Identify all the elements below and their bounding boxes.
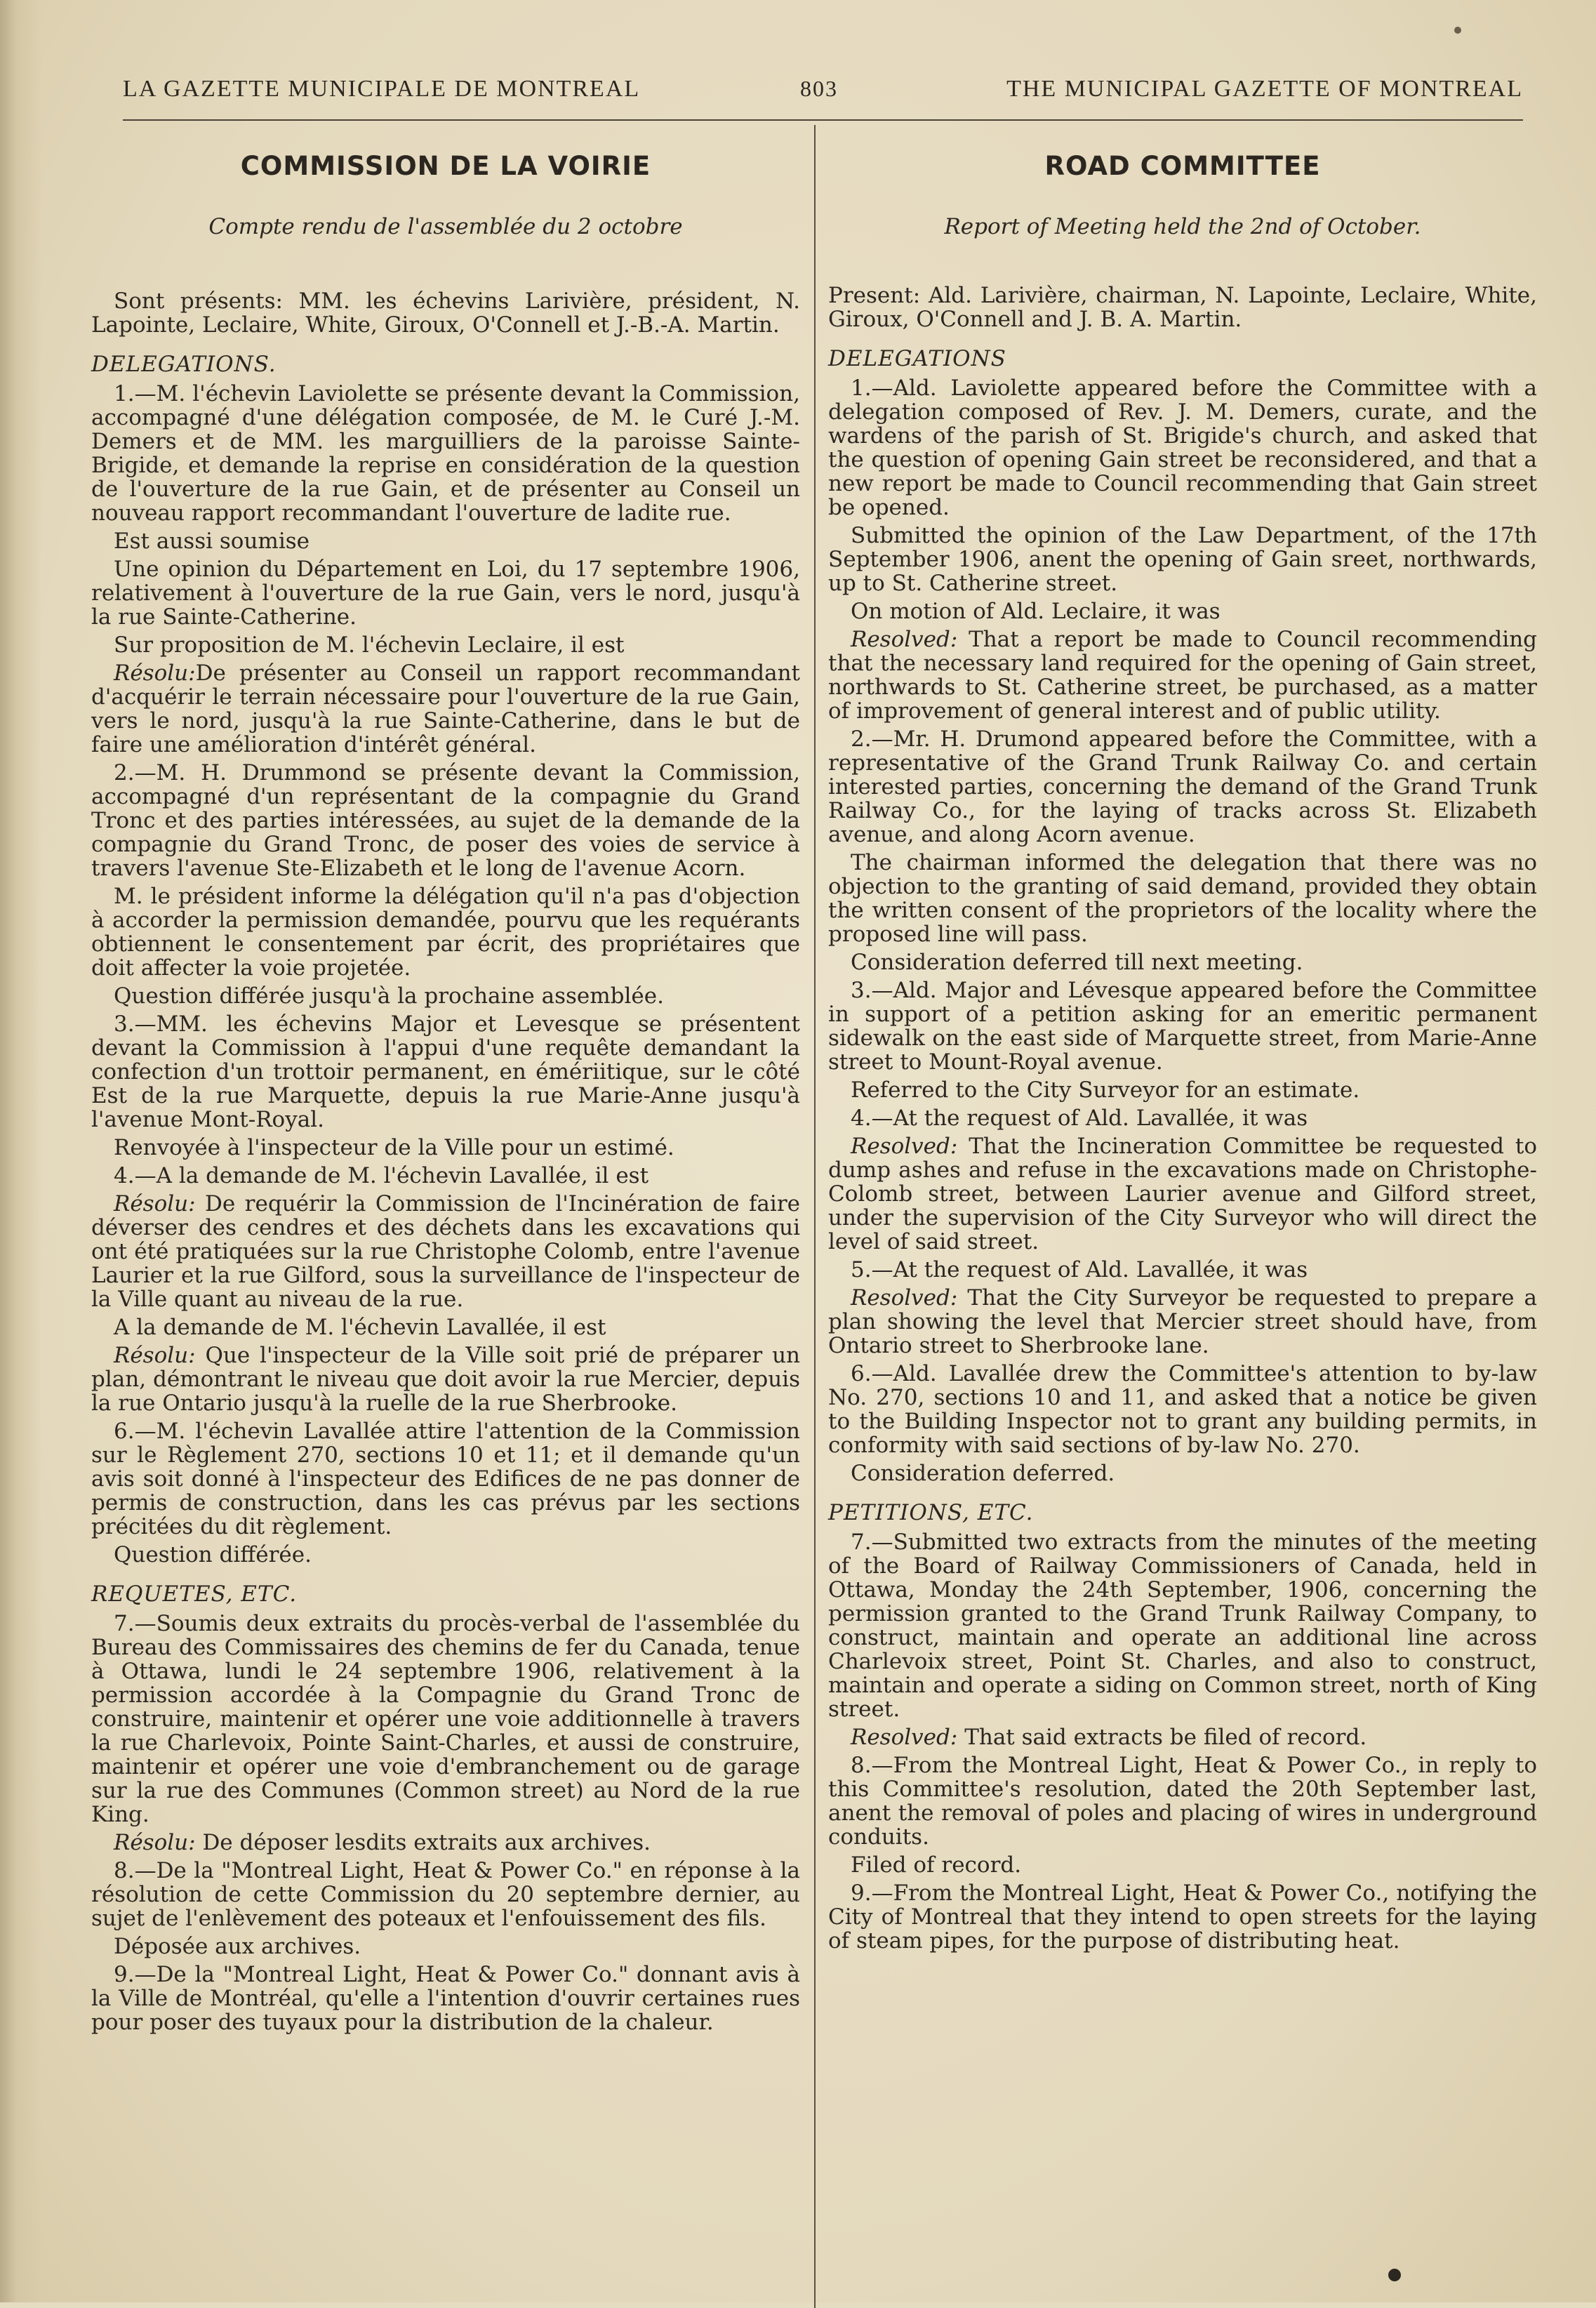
ink-spot (1454, 27, 1461, 34)
english-item-6-deferred: Consideration deferred. (851, 1461, 1115, 1486)
english-title: ROAD COMMITTEE (1044, 151, 1321, 181)
resolved-label: Resolved: (851, 1134, 958, 1159)
english-item-7-resolution (828, 1725, 1537, 1749)
english-item-4-resolution (828, 1134, 1537, 1254)
english-subtitle: Report of Meeting held the 2nd of October. (944, 214, 1421, 239)
english-petitions-heading: PETITIONS, ETC. (828, 1500, 1034, 1525)
page-binding-shadow (0, 0, 42, 2302)
french-present: Sont présents: MM. les échevins Larivière, président, N. Lapointe, Leclaire, White, Giroux, O'Connell et J.-B.-A. Martin. (91, 288, 800, 338)
resolution-text: That said extracts be filed of record. (964, 1725, 1367, 1750)
english-item-1-submitted: Submitted the opinion of the Law Department, of the 17th September 1906, anent the opening of Gain sreet, northwards, up to St. Catherine street. (828, 523, 1537, 596)
english-column (828, 140, 1537, 1957)
resolved-label: Resolved: (851, 1725, 958, 1750)
french-item-2-deferred: Question différée jusqu'à la prochaine assemblée. (114, 983, 664, 1009)
resolution-text: That the Incineration Committee be requested to dump ashes and refuse in the excavations made on Christophe-Colomb street, between Laurier avenue and Gilford street, under the supervision of the City Surveyor who will direct the level of said street. (828, 1134, 1537, 1254)
english-item-3: 3.—Ald. Major and Lévesque appeared before the Committee in support of a petition asking for an emeritic permanent sidewalk on the east side of Marquette street, from Marie-Anne street to Mount-Royal avenue. (828, 978, 1537, 1075)
english-item-5: 5.—At the request of Ald. Lavallée, it was (851, 1257, 1308, 1282)
french-item-1-submitted: Est aussi soumise (114, 529, 310, 554)
french-item-7-resolution (91, 1831, 800, 1855)
english-delegations-heading: DELEGATIONS (828, 346, 1006, 371)
french-item-3-referred: Renvoyée à l'inspecteur de la Ville pour un estimé. (114, 1135, 674, 1160)
header-french-title: LA GAZETTE MUNICIPALE DE MONTREAL (123, 76, 641, 102)
french-item-6-deferred: Question différée. (114, 1542, 312, 1567)
english-item-1-motion: On motion of Ald. Leclaire, it was (851, 599, 1221, 624)
page-number: 803 (800, 76, 838, 101)
english-item-5-resolution (828, 1286, 1537, 1358)
french-item-4: 4.—A la demande de M. l'échevin Lavallée, il est (114, 1163, 649, 1188)
resolved-label: Resolved: (851, 1285, 958, 1311)
french-item-1-resolution (91, 661, 800, 757)
resolution-text: Que l'inspecteur de la Ville soit prié de préparer un plan, démontrant le niveau que doit avoir la rue Mercier, depuis la rue Ontario jusqu'à la ruelle de la rue Sherbrooke. (91, 1343, 800, 1416)
french-title: COMMISSION DE LA VOIRIE (240, 151, 651, 181)
english-item-8-filed: Filed of record. (851, 1852, 1022, 1878)
french-item-1: 1.—M. l'échevin Laviolette se présente devant la Commission, accompagné d'une délégation composée, de M. le Curé J.-M. Demers et de MM. les marguilliers de la paroisse Sainte-Brigide, et demande la reprise en considération de la question de l'ouverture de la rue Gain, et de présenter au Conseil un nouveau rapport recommandant l'ouverture de ladite rue. (91, 381, 800, 526)
resolu-label: Résolu: (114, 661, 196, 686)
resolved-label: Resolved: (851, 627, 958, 652)
french-item-9: 9.—De la "Montreal Light, Heat & Power Co." donnant avis à la Ville de Montréal, qu'elle a l'intention d'ouvrir certaines rues pour poser des tuyaux pour la distribution de la chaleur. (91, 1962, 800, 2035)
ink-spot (1388, 2269, 1401, 2281)
french-item-7: 7.—Soumis deux extraits du procès-verbal de l'assemblée du Bureau des Commissaires des chemins de fer du Canada, tenue à Ottawa, lundi le 24 septembre 1906, relativement à la permission accordée à la Compagnie du Grand Tronc de construire, maintenir et opérer une voie additionnelle à travers la rue Charlevoix, Pointe Saint-Charles, et aussi de construire, maintenir et opérer une voie d'embranchement ou de garage sur la rue des Communes (Common street) au Nord de la rue King. (91, 1611, 800, 1827)
french-item-6: 6.—M. l'échevin Lavallée attire l'attention de la Commission sur le Règlement 270, sections 10 et 11; et il demande qu'un avis soit donné à l'inspecteur des Edifices de ne pas donner de permis de construction, dans les cas prévus par les sections précitées du dit règlement. (91, 1419, 800, 1539)
english-item-2-chairman: The chairman informed the delegation that there was no objection to the granting of said demand, provided they obtain the written consent of the proprietors of the locality where the proposed line will pass. (828, 850, 1537, 947)
header-english-title: THE MUNICIPAL GAZETTE OF MONTREAL (1006, 76, 1523, 102)
french-item-8-filed: Déposée aux archives. (114, 1934, 361, 1959)
column-divider (814, 125, 816, 2308)
french-subtitle: Compte rendu de l'assemblée du 2 octobre (208, 214, 683, 239)
english-item-8: 8.—From the Montreal Light, Heat & Power Co., in reply to this Committee's resolution, dated the 20th September last, anent the removal of poles and placing of wires in underground conduits. (828, 1753, 1537, 1850)
french-item-2-president: M. le président informe la délégation qu'il n'a pas d'objection à accorder la permission demandée, pourvu que les requérants obtiennent le consentement par écrit, des propriétaires que doit affecter la voie projetée. (91, 884, 800, 981)
resolution-text: De déposer lesdits extraits aux archives. (202, 1830, 651, 1855)
french-column (91, 140, 800, 2038)
french-item-8: 8.—De la "Montreal Light, Heat & Power Co." en réponse à la résolution de cette Commission du 20 septembre dernier, au sujet de l'enlèvement des poteaux et l'enfouissement des fils. (91, 1858, 800, 1931)
french-item-4-resolution (91, 1192, 800, 1311)
resolu-label: Résolu: (114, 1343, 196, 1368)
resolution-text: De présenter au Conseil un rapport recommandant d'acquérir le terrain nécessaire pour l'ouverture de la rue Gain, vers le nord, jusqu'à la rue Sainte-Catherine, dans le but de faire une amélioration d'intérêt général. (91, 661, 800, 757)
header-rule (123, 119, 1523, 121)
resolution-text: De requérir la Commission de l'Incinération de faire déverser des cendres et des déchets dans les excavations qui ont été pratiquées sur la rue Christophe Colomb, entre l'avenue Laurier et la rue Gilford, sous la surveillance de l'inspecteur de la Ville quant au niveau de la rue. (91, 1191, 800, 1312)
english-item-7: 7.—Submitted two extracts from the minutes of the meeting of the Board of Railway Commissioners of Canada, held in Ottawa, Monday the 24th September, 1906, concerning the permission granted to the Grand Trunk Railway Company, to construct, maintain and operate an additional line across Charlevoix street, Point St. Charles, and also to construct, maintain and operate a siding on Common street, north of King street. (828, 1530, 1537, 1722)
english-item-2: 2.—Mr. H. Drumond appeared before the Committee, with a representative of the Grand Trunk Railway Co. and certain interested parties, concerning the demand of the Grand Trunk Railway Co., for the laying of tracks across St. Elizabeth avenue, and along Acorn avenue. (828, 727, 1537, 847)
resolu-label: Résolu: (114, 1830, 196, 1855)
english-item-1: 1.—Ald. Laviolette appeared before the Committee with a delegation composed of Rev. J. M. Demers, curate, and the wardens of the parish of St. Brigide's church, and asked that the question of opening Gain street be reconsidered, and that a new report be made to Council recommending that Gain street be opened. (828, 376, 1537, 520)
running-header (123, 76, 1523, 111)
french-delegations-heading: DELEGATIONS. (91, 352, 277, 377)
english-item-4: 4.—At the request of Ald. Lavallée, it was (851, 1106, 1308, 1131)
french-item-2: 2.—M. H. Drummond se présente devant la Commission, accompagné d'un représentant de la compagnie du Grand Tronc et des parties intéressées, au sujet de la demande de la compagnie du Grand Tronc, de poser des voies de service à travers l'avenue Ste-Elizabeth et le long de l'avenue Acorn. (91, 760, 800, 881)
french-item-1-opinion: Une opinion du Département en Loi, du 17 septembre 1906, relativement à l'ouverture de la rue Gain, vers le nord, jusqu'à la rue Sainte-Catherine. (91, 557, 800, 630)
english-present: Present: Ald. Larivière, chairman, N. Lapointe, Leclaire, White, Giroux, O'Connell and J. B. A. Martin. (828, 283, 1537, 332)
resolution-text: That a report be made to Council recommending that the necessary land required for the opening of Gain street, northwards to St. Catherine street, be purchased, as a matter of improvement of general interest and of public utility. (828, 627, 1538, 724)
english-item-6: 6.—Ald. Lavallée drew the Committee's attention to by-law No. 270, sections 10 and 11, and asked that a notice be given to the Building Inspector not to grant any building permits, in conformity with said sections of by-law No. 270. (828, 1361, 1537, 1458)
english-item-9: 9.—From the Montreal Light, Heat & Power Co., notifying the City of Montreal that they intend to open streets for the laying of steam pipes, for the purpose of distributing heat. (828, 1881, 1537, 1954)
resolution-text: That the City Surveyor be requested to prepare a plan showing the level that Mercier street should have, from Ontario street to Sherbrooke lane. (828, 1285, 1537, 1358)
french-item-5-resolution (91, 1344, 800, 1415)
french-item-1-motion: Sur proposition de M. l'échevin Leclaire, il est (114, 632, 625, 658)
english-item-2-deferred: Consideration deferred till next meeting. (851, 950, 1303, 975)
english-item-3-referred: Referred to the City Surveyor for an estimate. (851, 1077, 1360, 1103)
french-item-5: A la demande de M. l'échevin Lavallée, il est (114, 1315, 606, 1340)
resolu-label: Résolu: (114, 1191, 196, 1216)
english-item-1-resolution (828, 628, 1537, 723)
french-item-3: 3.—MM. les échevins Major et Levesque se présentent devant la Commission à l'appui d'une requête demandant la confection d'un trottoir permanent, en émériitique, sur le côté Est de la rue Marquette, depuis la rue Marie-Anne jusqu'à l'avenue Mont-Royal. (91, 1012, 800, 1132)
french-requetes-heading: REQUETES, ETC. (91, 1581, 298, 1607)
